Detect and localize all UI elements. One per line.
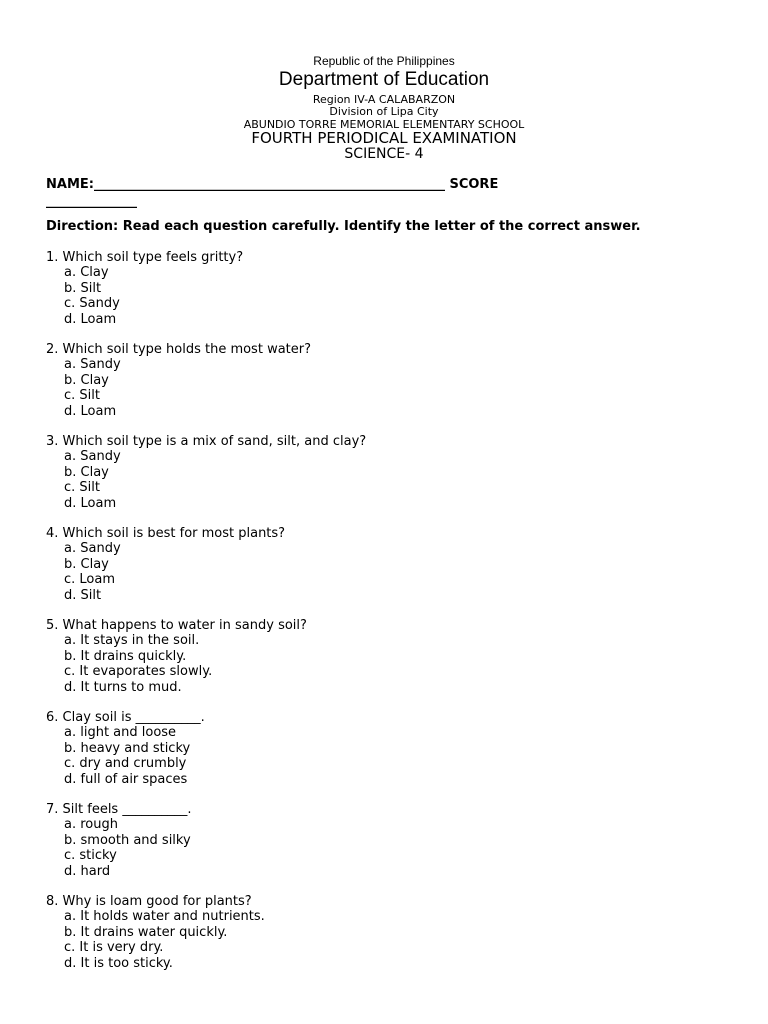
answer-option: d. Loam xyxy=(64,311,117,327)
question-item xyxy=(46,250,243,327)
republic-label: Republic of the Philippines xyxy=(313,54,455,68)
school-name: ABUNDIO TORRE MEMORIAL ELEMENTARY SCHOOL xyxy=(243,118,525,131)
answer-option: c. sticky xyxy=(64,848,117,864)
answer-option: c. Silt xyxy=(64,388,100,404)
answer-option: c. It is very dry. xyxy=(64,940,164,956)
answer-option: b. Clay xyxy=(64,556,109,572)
answer-option: b. Clay xyxy=(64,372,109,388)
answer-option: a. rough xyxy=(64,817,118,833)
division-label: Division of Lipa City xyxy=(329,105,439,118)
answer-option: b. smooth and silky xyxy=(64,832,191,848)
answer-option: b. heavy and sticky xyxy=(64,740,191,756)
question-item xyxy=(46,434,366,511)
answer-option: c. Sandy xyxy=(64,296,120,312)
answer-option: a. Sandy xyxy=(64,357,121,373)
question-item xyxy=(46,710,205,787)
answer-option: a. Sandy xyxy=(64,449,121,465)
answer-option: a. Sandy xyxy=(64,541,121,557)
answer-option: b. It drains water quickly. xyxy=(64,924,228,940)
answer-option: a. It stays in the soil. xyxy=(64,633,200,649)
question-stem: 5. What happens to water in sandy soil? xyxy=(46,618,307,633)
answer-option: d. Silt xyxy=(64,587,102,603)
answer-option: c. dry and crumbly xyxy=(64,756,187,772)
question-stem: 7. Silt feels __________. xyxy=(46,802,192,817)
answer-option: b. It drains quickly. xyxy=(64,648,187,664)
answer-option: d. It turns to mud. xyxy=(64,679,182,695)
question-stem: 6. Clay soil is __________. xyxy=(46,710,205,725)
question-stem: 3. Which soil type is a mix of sand, silt, and clay? xyxy=(46,434,367,449)
question-stem: 1. Which soil type feels gritty? xyxy=(46,250,244,265)
answer-option: d. full of air spaces xyxy=(64,771,188,787)
question-item xyxy=(46,618,307,695)
question-item xyxy=(46,894,265,971)
name-score-line: NAME:______________________________________________________ SCORE xyxy=(46,177,499,192)
question-item xyxy=(46,802,191,879)
answer-option: b. Clay xyxy=(64,464,109,480)
score-blank: ______________ xyxy=(46,194,137,209)
answer-option: d. Loam xyxy=(64,403,117,419)
direction-text: Direction: Read each question carefully. Identify the letter of the correct answer. xyxy=(46,219,641,234)
answer-option: b. Silt xyxy=(64,280,102,296)
question-item xyxy=(46,526,285,603)
answer-option: d. It is too sticky. xyxy=(64,955,173,971)
question-stem: 4. Which soil is best for most plants? xyxy=(46,526,286,541)
answer-option: c. Loam xyxy=(64,572,116,588)
question-item xyxy=(46,342,311,419)
answer-option: d. hard xyxy=(64,863,111,879)
answer-option: d. Loam xyxy=(64,495,117,511)
question-stem: 2. Which soil type holds the most water? xyxy=(46,342,312,357)
region-label: Region IV-A CALABARZON xyxy=(312,93,456,106)
answer-option: a. light and loose xyxy=(64,725,177,741)
answer-option: a. It holds water and nutrients. xyxy=(64,909,265,925)
subject-title: SCIENCE- 4 xyxy=(344,146,424,162)
answer-option: c. It evaporates slowly. xyxy=(64,664,213,680)
question-stem: 8. Why is loam good for plants? xyxy=(46,894,252,909)
answer-option: a. Clay xyxy=(64,265,109,281)
answer-option: c. Silt xyxy=(64,480,100,496)
department-title: Department of Education xyxy=(278,69,490,90)
exam-title: FOURTH PERIODICAL EXAMINATION xyxy=(251,129,517,147)
